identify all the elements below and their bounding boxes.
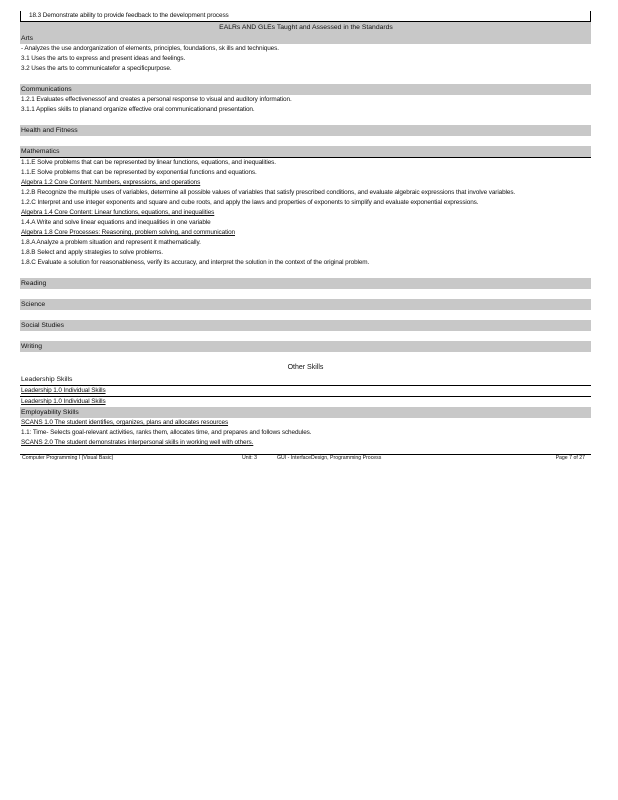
- math-line: 1.8.C Evaluate a solution for reasonableness, verify its accuracy, and interpret the solution in the context of the original problem.: [21, 259, 370, 266]
- health-header: Health and Fitness: [20, 125, 591, 136]
- math-line: 1.1.E Solve problems that can be represented by exponential functions and equations.: [21, 169, 257, 176]
- footer-course: Computer Programming I (Visual Basic): [22, 455, 114, 461]
- top-line: 18.3 Demonstrate ability to provide feedback to the development process: [20, 11, 591, 21]
- other-skills-title: Other Skills: [287, 364, 324, 371]
- arts-header: Arts: [20, 33, 591, 44]
- leadership-header: Leadership Skills: [20, 374, 591, 385]
- footer-page-number: Page 7 of 27: [555, 455, 585, 461]
- communications-header: Communications: [20, 84, 591, 95]
- arts-line: 3.2 Uses the arts to communicatefor a specificpurpose.: [21, 65, 172, 72]
- footer-topic: GUI - InterfaceDesign, Programming Process: [277, 455, 382, 461]
- math-line: 1.2.C Interpret and use integer exponents and square and cube roots, and apply the laws and properties of exponents to simplify and evaluate exponential expressions.: [21, 199, 479, 206]
- footer-unit: Unit: 3: [242, 455, 257, 461]
- page-footer: [20, 454, 591, 461]
- leadership-line: Leadership 1.0 Individual Skills: [20, 385, 591, 396]
- arts-line: - Analyzes the use andorganization of elements, principles, foundations, sk ills and techniques.: [21, 45, 279, 52]
- social-studies-header: Social Studies: [20, 320, 591, 331]
- writing-header: Writing: [20, 341, 591, 352]
- employability-line: 1.1: Time- Selects goal-relevant activities, ranks them, allocates time, and prepares and follows schedules.: [21, 429, 312, 436]
- mathematics-header: Mathematics: [20, 146, 591, 157]
- standards-document: [20, 11, 591, 448]
- math-section-link: Algebra 1.2 Core Content: Numbers, expressions, and operations: [21, 179, 201, 186]
- arts-line: 3.1 Uses the arts to express and present ideas and feelings.: [21, 55, 186, 62]
- math-line: 1.1.E Solve problems that can be represented by linear functions, equations, and inequalities.: [20, 157, 591, 168]
- math-line: 1.2.B Recognize the multiple uses of variables, determine all possible values of variables that satisfy prescribed conditions, and evaluate algebraic expressions that involve variables.: [21, 189, 516, 196]
- science-header: Science: [20, 299, 591, 310]
- ealrs-header: EALRs AND GLEs Taught and Assessed in the Standards: [20, 21, 591, 33]
- reading-header: Reading: [20, 278, 591, 289]
- employability-line: SCANS 1.0 The student identifies, organizes, plans and allocates resources: [21, 419, 229, 426]
- math-line: 1.8.A Analyze a problem situation and represent it mathematically.: [21, 239, 201, 246]
- math-section-link: Algebra 1.8 Core Processes: Reasoning, problem solving, and communication: [21, 229, 236, 236]
- math-section-link: Algebra 1.4 Core Content: Linear functions, equations, and inequalities: [21, 209, 215, 216]
- communications-line: 3.1.1 Applies skills to planand organize effective oral communicationand presentation.: [21, 106, 255, 113]
- communications-line: 1.2.1 Evaluates effectivenessof and creates a personal response to visual and auditory information.: [21, 96, 292, 103]
- math-line: 1.4.A Write and solve linear equations and inequalities in one variable: [21, 219, 211, 226]
- leadership-line: Leadership 1.0 Individual Skills: [20, 396, 591, 407]
- employability-header: Employability Skills: [20, 407, 591, 418]
- math-line: 1.8.B Select and apply strategies to solve problems.: [21, 249, 163, 256]
- employability-line: SCANS 2.0 The student demonstrates interpersonal skills in working well with others.: [21, 439, 254, 446]
